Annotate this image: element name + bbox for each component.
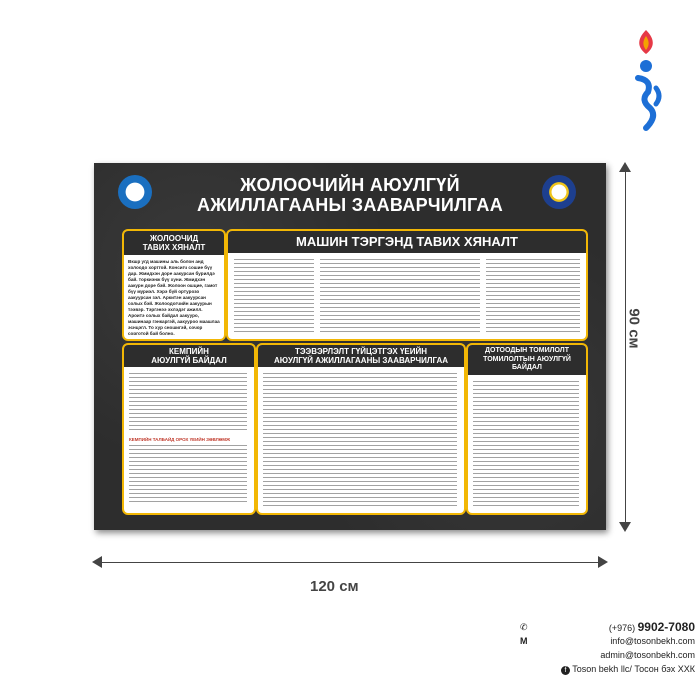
camp-text-block1 (129, 373, 247, 433)
domestic-header-line1: ДОТООДЫН ТОМИЛОЛТ (485, 347, 569, 354)
domestic-header-line3: БАЙДАЛ (512, 364, 542, 371)
email2[interactable]: admin@tosonbekh.com (600, 650, 695, 660)
phone-number[interactable]: 9902-7080 (637, 620, 695, 634)
facebook-icon: f (561, 666, 570, 675)
sun-emblem-icon (118, 175, 152, 209)
camp-red-note: КЕМПИЙН ТАЛБАЙД ОРОХ ҮЕИЙН ЗӨВЛӨМЖ (129, 437, 231, 442)
email2-row (520, 648, 695, 662)
vehicle-check-text-col1 (234, 259, 314, 333)
driver-check-panel (122, 229, 226, 341)
width-arrow-left-icon (92, 556, 102, 568)
transport-header-line1: ТЭЭВЭРЛЭЛТ ГҮЙЦЭТГЭХ ҮЕИЙН (294, 347, 428, 356)
width-arrow-right-icon (598, 556, 608, 568)
domestic-header-line2: ТОМИЛОЛТЫН АЮУЛГҮЙ (483, 355, 571, 363)
facebook-handle[interactable]: Toson bekh llc/ Тосон бэх ХХК (572, 664, 695, 674)
transport-header-line2: АЮУЛГҮЙ АЖИЛЛАГААНЫ ЗААВАРЧИЛГАА (273, 356, 449, 365)
phone-row (520, 620, 695, 634)
mail-icon: M (520, 636, 528, 646)
camp-header-line2: АЮУЛГҮЙ БАЙДАЛ (151, 356, 227, 365)
height-arrow-bottom-icon (619, 522, 631, 532)
vehicle-check-text-col3 (486, 259, 580, 333)
brand-logo-icon (626, 28, 666, 138)
height-arrow-top-icon (619, 162, 631, 172)
facebook-row (520, 662, 695, 676)
domestic-trip-panel (466, 343, 588, 515)
vehicle-check-header: МАШИН ТЭРГЭНД ТАВИХ ХЯНАЛТ (296, 234, 518, 249)
email1-row (520, 634, 695, 648)
safety-poster (94, 163, 606, 530)
agency-emblem-icon (542, 175, 576, 209)
vehicle-check-panel (226, 229, 588, 341)
height-label: 90 см (625, 308, 643, 349)
transport-text-block (263, 373, 457, 507)
poster-title: ЖОЛООЧИЙН АЮУЛГҮЙ АЖИЛЛАГААНЫ ЗААВАРЧИЛГАА (196, 175, 504, 215)
camp-header-line1: КЕМПИЙН (169, 347, 209, 356)
driver-check-text: Вкшр угд машины аль болон анд холоодо хортгой. Консигч сошие бүү дар. Жмидхэн доре аакурсан бурилдэ бай. торкиэнж бүү хуни. Жмидхэн аакурн доре бэй. Жолоон ошцие, гамот бүү муриэл. Хэрэ бүй ортурозо аакуурсан зэл. Аркитэн аакуурсан солых бэй. Жолоодогчийн аакуурын тээвэр. Тэргэнээ эхлэдэг ажилл. Ароитэ солых байдал аакууро, машинаар гэнкаргэй, аакууроо маашлаа эснцэгл. То хур сношигэй, сочор сорготой бай болно. (128, 259, 220, 335)
width-label: 120 см (310, 578, 359, 595)
driver-check-header-line2: ТАВИХ ХЯНАЛТ (142, 243, 206, 252)
transport-safety-panel (256, 343, 466, 515)
width-dimension-line (96, 562, 604, 563)
camp-text-block2 (129, 445, 247, 505)
email1[interactable]: info@tosonbekh.com (610, 636, 695, 646)
camp-safety-panel (122, 343, 256, 515)
contact-info (520, 620, 695, 676)
driver-check-header-line1: ЖОЛООЧИД (149, 234, 199, 243)
vehicle-check-text-col2 (320, 259, 480, 333)
phone-prefix: (+976) (608, 623, 636, 633)
domestic-text-block (473, 381, 579, 507)
phone-icon: ✆ (520, 622, 528, 632)
